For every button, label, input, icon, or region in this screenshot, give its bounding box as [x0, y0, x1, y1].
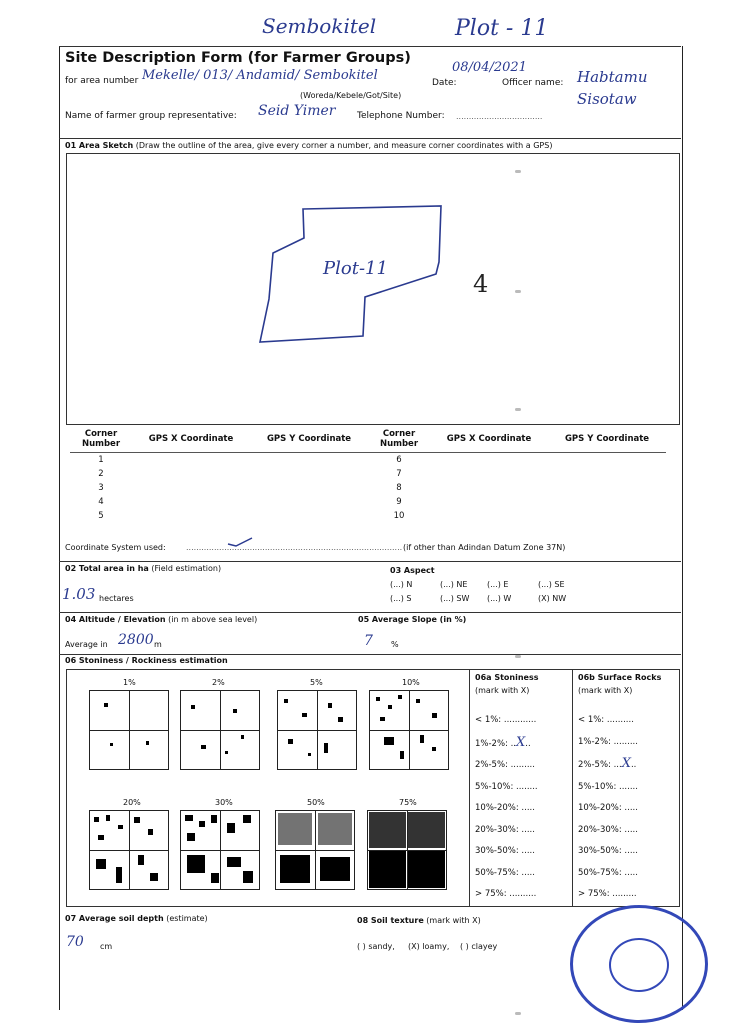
rep-value: Seid Yimer — [258, 103, 336, 119]
slope-unit: % — [391, 640, 399, 649]
aspect-s: (...) S — [390, 594, 412, 603]
stone-grid-20 — [89, 810, 169, 890]
soil-depth-value: 70 — [66, 934, 84, 950]
officer-value: Habtamu Sisotaw — [577, 68, 648, 108]
aspect-sw: (...) SW — [440, 594, 470, 603]
rep-label: Name of farmer group representative: — [65, 111, 237, 121]
soil-depth-unit: cm — [100, 942, 113, 951]
grid-label-1: 1% — [123, 678, 136, 687]
grid-label-20: 20% — [123, 798, 141, 807]
stoniness-6a-options — [475, 710, 538, 906]
plot-outline-drawing — [67, 154, 679, 424]
table-row: 2 7 — [98, 469, 402, 479]
stoniness-6a-sub: (mark with X) — [475, 686, 530, 695]
list-item: > 75%: ......... — [578, 889, 637, 899]
list-item: 2%-5%: ...X.. — [578, 756, 637, 771]
gps-y-header-right: GPS Y Coordinate — [548, 426, 666, 453]
table-row: 4 9 — [98, 497, 402, 507]
grid-label-10: 10% — [402, 678, 420, 687]
stoniness-6b-sub: (mark with X) — [578, 686, 633, 695]
stamp-emblem-icon — [609, 938, 669, 992]
list-item: 20%-30%: ..... — [578, 824, 638, 835]
date-label: Date: — [432, 78, 457, 88]
altitude-value: 2800 — [118, 632, 154, 648]
soil-depth-label: 07 Average soil depth — [65, 914, 164, 923]
sketch-plot-label: Plot-11 — [323, 258, 388, 279]
list-item: 5%-10%: ....... — [578, 781, 638, 792]
altitude-avg-label: Average in — [65, 640, 108, 649]
altitude-unit: m — [154, 640, 162, 649]
sketch-label: 01 Area Sketch — [65, 141, 134, 150]
coord-check-mark — [226, 536, 254, 548]
aspect-n: (...) N — [390, 580, 413, 589]
list-item: 50%-75%: ..... — [578, 867, 638, 878]
slope-value: 7 — [364, 633, 373, 649]
corner-number-header-right: Corner Number — [368, 426, 430, 453]
total-area-note: (Field estimation) — [151, 564, 222, 573]
stoniness-panel — [66, 669, 680, 907]
list-item: 30%-50%: ..... — [578, 846, 638, 856]
altitude-label: 04 Altitude / Elevation — [65, 615, 166, 624]
area-number-hint: (Woreda/Kebele/Got/Site) — [300, 91, 402, 100]
coord-system-note: (if other than Adindan Datum Zone 37N) — [403, 543, 566, 552]
stoniness-6b-title: 06b Surface Rocks — [578, 673, 662, 682]
grid-label-50: 50% — [307, 798, 325, 807]
phone-label: Telephone Number: — [357, 111, 445, 121]
total-area-value: 1.03 — [62, 585, 96, 603]
list-item: 30%-50%: ..... — [475, 846, 535, 856]
aspect-label: 03 Aspect — [390, 566, 435, 575]
grid-label-75: 75% — [399, 798, 417, 807]
aspect-w: (...) W — [487, 594, 512, 603]
stone-grid-5 — [277, 690, 357, 770]
aspect-nw: (X) NW — [538, 594, 567, 603]
list-item: 10%-20%: ..... — [578, 803, 638, 813]
stone-grid-1 — [89, 690, 169, 770]
soil-texture-label: 08 Soil texture — [357, 916, 424, 925]
soil-texture-note: (mark with X) — [426, 916, 481, 925]
coord-system-label: Coordinate System used: — [65, 543, 166, 552]
table-row: 3 8 — [98, 483, 402, 493]
stone-grid-2 — [180, 690, 260, 770]
date-value: 08/04/2021 — [452, 60, 527, 75]
list-item: 1%-2%: ..X.. — [475, 734, 531, 750]
sketch-instructions: (Draw the outline of the area, give every corner a number, and measure corner coordinates with a GPS) — [135, 141, 553, 150]
gps-x-header-left: GPS X Coordinate — [132, 426, 250, 453]
list-item: 20%-30%: ..... — [475, 824, 535, 835]
list-item: 10%-20%: ..... — [475, 803, 535, 813]
list-item: < 1%: ............ — [475, 715, 537, 725]
grid-label-2: 2% — [212, 678, 225, 687]
stone-grid-50 — [275, 810, 355, 890]
altitude-note: (in m above sea level) — [168, 615, 258, 624]
form-title: Site Description Form (for Farmer Groups) — [65, 50, 411, 66]
list-item: > 75%: .......... — [475, 889, 537, 899]
grid-label-30: 30% — [215, 798, 233, 807]
slope-label: 05 Average Slope (in %) — [358, 615, 467, 624]
stone-grid-75 — [367, 810, 447, 890]
soil-texture-clayey: ( ) clayey — [460, 942, 498, 951]
table-row: 1 6 — [98, 455, 402, 465]
list-item: 2%-5%: ......... — [475, 760, 535, 770]
stone-grid-10 — [369, 690, 449, 770]
stoniness-label: 06 Stoniness / Rockiness estimation — [65, 656, 228, 665]
table-row: 5 10 — [98, 511, 405, 521]
official-stamp — [570, 905, 708, 1023]
stone-grid-30 — [180, 810, 260, 890]
soil-texture-sandy: ( ) sandy, — [357, 942, 395, 951]
officer-label: Officer name: — [502, 78, 564, 88]
soil-texture-loamy: (X) loamy, — [408, 942, 450, 951]
list-item: 1%-2%: ......... — [578, 736, 638, 747]
grid-label-5: 5% — [310, 678, 323, 687]
stoniness-6b-options — [578, 710, 638, 906]
aspect-se: (...) SE — [538, 580, 565, 589]
stoniness-6a-title: 06a Stoniness — [475, 673, 539, 682]
header-place-handwriting: Sembokitel — [262, 14, 377, 38]
area-number-value: Mekelle/ 013/ Andamid/ Sembokitel — [142, 68, 378, 83]
total-area-unit: hectares — [99, 594, 134, 603]
area-sketch-box — [66, 153, 680, 425]
gps-coordinates-table — [70, 426, 666, 523]
list-item: 50%-75%: ..... — [475, 867, 535, 878]
list-item: < 1%: .......... — [578, 715, 634, 725]
aspect-ne: (...) NE — [440, 580, 468, 589]
corner-number-header-left: Corner Number — [70, 426, 132, 453]
area-number-label: for area number — [65, 76, 139, 86]
sketch-mark: 4 — [473, 270, 489, 298]
total-area-label: 02 Total area in ha — [65, 564, 149, 573]
soil-depth-note: (estimate) — [166, 914, 208, 923]
gps-y-header-left: GPS Y Coordinate — [250, 426, 368, 453]
list-item: 5%-10%: ........ — [475, 781, 538, 792]
header-plot-handwriting: Plot - 11 — [455, 16, 549, 41]
gps-x-header-right: GPS X Coordinate — [430, 426, 548, 453]
aspect-e: (...) E — [487, 580, 509, 589]
